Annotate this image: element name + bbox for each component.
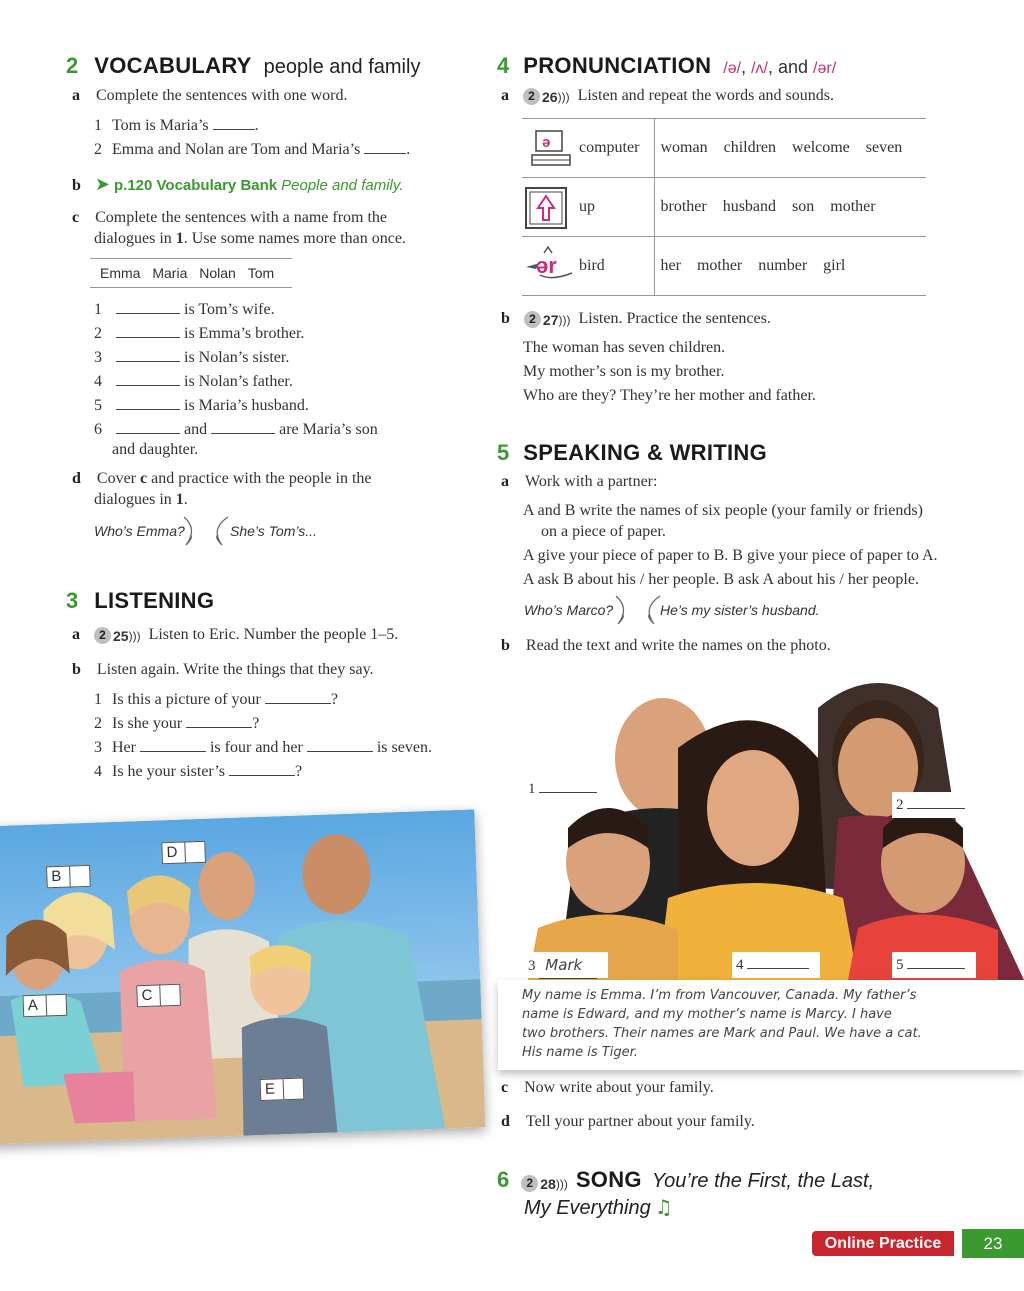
vocab-a-item-1 [94,116,259,135]
item-number: 1 [94,691,102,708]
audio-track: 26 [542,88,558,105]
answer-blank[interactable] [211,420,275,434]
practice-word: husband [722,198,777,215]
item-letter: a [72,87,80,104]
note-line: name is Edward, and my mother’s name is Marcy. I have [522,1007,892,1022]
word-cell [654,237,926,296]
note-line: His name is Tiger. [522,1045,638,1060]
listening-a [72,626,398,644]
item-text: is Maria’s husband. [184,397,309,414]
answer-box[interactable] [69,866,90,887]
section-number: 4 [497,53,510,78]
online-practice-button[interactable]: Online Practice [812,1231,954,1256]
photo-name-label-3[interactable] [524,952,608,978]
listening-item-1 [94,690,338,709]
item-text: and [184,421,208,438]
vocab-c-item [94,324,304,343]
family-cutout-photo [498,668,1024,980]
page-number: 23 [962,1229,1024,1258]
section-title: VOCABULARY [94,53,252,78]
vocab-c-item-6 [94,420,378,439]
section-title: PRONUNCIATION [523,53,712,78]
speaking-c [501,1079,714,1097]
sound-key-cell [522,237,654,296]
item-text: is four and her [209,739,303,756]
svg-text:ər: ər [536,253,557,278]
practice-word: brother [660,198,707,215]
sound-key-cell [522,119,654,178]
speaking-a [501,473,657,491]
song-name: My Everything [524,1197,651,1219]
answer-blank[interactable] [116,348,180,362]
key-word: bird [579,257,605,274]
speaking-heading [497,440,767,466]
word-cell [654,119,926,178]
answer-blank[interactable] [186,714,252,728]
item-number: 5 [94,397,102,414]
item-text: Is he your sister’s [112,763,226,780]
emma-note [498,980,1024,1070]
item-letter: a [501,87,509,104]
key-word: up [579,198,595,215]
item-number: 4 [94,373,102,390]
answer-blank[interactable] [229,762,295,776]
practice-word: girl [823,257,846,274]
example-answer: Mark [539,952,597,979]
instruction-bold: 1 [175,491,184,508]
item-text: Her [112,739,136,756]
vocab-heading [66,53,420,79]
item-text: are Maria’s son [279,421,378,438]
item-letter: c [501,1079,509,1096]
listening-heading [66,588,214,614]
audio-track-button[interactable] [94,627,141,644]
separator: , [741,57,752,77]
beach-family-photo [0,809,485,1144]
sound-key-word [579,198,595,216]
practice-word: seven [865,139,903,156]
photo-name-label-5[interactable] [892,952,976,978]
instruction: Listen to Eric. Number the people 1–5. [148,626,399,643]
answer-blank[interactable] [116,300,180,314]
practice-sentence: Who are they? They’re her mother and father. [523,387,816,404]
word-cell [654,178,926,237]
item-text: . [254,117,259,134]
item-number: 4 [94,763,102,780]
instruction: dialogues in [94,230,176,247]
vocab-c-item [94,348,289,367]
item-letter: c [72,209,80,226]
photo-label-b[interactable] [46,865,91,889]
practice-word: welcome [792,139,850,156]
answer-blank[interactable] [116,324,180,338]
arrow-right-icon: ➤ [94,174,110,194]
instruction: Now write about your family. [524,1079,714,1096]
practice-word: children [723,139,777,156]
listening-item-2 [94,714,259,733]
vocab-c-item [94,396,309,415]
names-list [100,265,274,281]
sound-waves-icon: ))) [558,312,571,327]
item-letter: b [72,177,81,194]
section-title: LISTENING [94,588,215,613]
vocab-b [72,174,403,195]
vocab-d [72,470,371,488]
sound-key-word [579,257,605,275]
item-text: Is she your [112,715,183,732]
instruction: Complete the sentences with a name from the [95,209,388,226]
song-name: You’re the First, the Last, [651,1170,875,1192]
section-title: SONG [575,1167,642,1192]
photo-label-d[interactable] [161,841,206,865]
speech-bubble: He’s my sister’s husband. [660,602,820,618]
item-text: is Nolan’s father. [184,373,293,390]
sound-waves-icon: ))) [555,1176,568,1191]
item-text: ? [295,763,303,780]
answer-blank[interactable] [907,795,965,809]
instruction: and practice with the people in the [147,470,372,487]
vocab-c-instr-2 [94,230,406,248]
pron-heading [497,53,836,79]
svg-text:ə: ə [542,134,551,151]
sound-key-cell [522,178,654,237]
speaking-d [501,1113,755,1131]
photo-number: 3 [528,958,536,974]
item-number: 2 [94,715,102,732]
answer-blank[interactable] [539,779,597,793]
practice-word: woman [660,139,708,156]
section-number: 2 [66,53,79,78]
sound-symbol: /ər/ [813,60,837,77]
item-number: 3 [94,739,102,756]
instruction: Listen and repeat the words and sounds. [577,87,834,104]
photo-label-letter: A [27,996,39,1015]
instruction: Read the text and write the names on the photo. [525,637,831,654]
sound-symbol: /ə/ [723,60,742,77]
name-option: Tom [247,265,275,281]
section-number: 3 [66,588,79,613]
sound-waves-icon: ))) [557,89,570,104]
table-row [522,237,926,296]
item-text: . [406,141,411,158]
listening-b [72,661,374,679]
answer-box[interactable] [184,842,205,863]
song-name-line-2 [524,1195,673,1220]
name-option: Nolan [199,265,236,281]
bird-icon [522,245,578,285]
audio-disc: 2 [94,627,111,644]
sound-symbol: /ʌ/ [751,60,768,77]
item-number: 3 [94,349,102,366]
instruction: Listen. Practice the sentences. [578,310,771,327]
practice-word: son [792,198,815,215]
answer-blank[interactable] [213,116,255,130]
beach-family-image [0,809,485,1144]
photo-label-c[interactable] [136,984,181,1008]
listening-item-3 [94,738,432,757]
answer-blank[interactable] [116,372,180,386]
item-number: 1 [94,301,102,318]
vocab-a-item-2 [94,140,410,159]
pron-a [501,87,834,105]
photo-label-letter: C [141,986,153,1005]
instruction: . [183,491,188,508]
sound-key-word [579,139,639,157]
instruction: . Use some names more than once. [183,230,406,247]
pronunciation-table [522,118,926,296]
instruction: dialogues in [94,491,176,508]
item-letter: b [72,661,81,678]
item-text: and daughter. [112,441,199,458]
section-number: 6 [497,1167,510,1192]
item-letter: a [72,626,80,643]
answer-blank[interactable] [307,738,373,752]
photo-name-label-2[interactable] [892,792,976,818]
instruction: Complete the sentences with one word. [96,87,348,104]
item-text: ? [330,691,338,708]
photo-label-a[interactable] [23,994,68,1018]
item-text: is seven. [376,739,432,756]
instruction-step: A ask B about his / her people. B ask A about his / her people. [523,571,919,588]
practice-word: number [758,257,808,274]
practice-sentence: The woman has seven children. [523,339,726,356]
instruction-step: A give your piece of paper to B. B give your piece of paper to A. [523,547,938,564]
speech-bubble-tails-icon [612,594,664,630]
computer-icon [528,127,578,171]
separator: , and [768,57,814,77]
audio-disc: 2 [521,1175,538,1192]
item-text: Emma and Nolan are Tom and Maria’s [112,141,361,158]
answer-box[interactable] [159,985,180,1006]
listening-item-4 [94,762,302,781]
audio-disc: 2 [523,88,540,105]
photo-number: 2 [896,797,904,813]
table-row [522,119,926,178]
instruction-step: A and B write the names of six people (your family or friends) [523,502,923,519]
answer-blank[interactable] [907,955,965,969]
item-text: Tom is Maria’s [112,117,209,134]
vocab-c [72,209,387,227]
audio-disc: 2 [524,311,541,328]
answer-blank[interactable] [265,690,331,704]
item-text: is Nolan’s sister. [184,349,290,366]
note-line: two brothers. Their names are Mark and Paul. We have a cat. [522,1026,922,1041]
instruction-bold: c [140,470,148,487]
photo-label-e[interactable] [260,1077,305,1101]
instruction-step: on a piece of paper. [541,523,666,540]
note-line: My name is Emma. I’m from Vancouver, Canada. My father’s [522,988,917,1003]
photo-label-letter: E [264,1080,276,1098]
item-letter: d [501,1113,510,1130]
answer-blank[interactable] [116,396,180,410]
photo-number: 5 [896,957,904,973]
photo-name-label-4[interactable] [732,952,820,978]
instruction-bold: 1 [175,230,184,247]
key-word: computer [579,139,640,156]
photo-label-letter: B [51,867,62,886]
speech-bubble-tails-icon [180,515,232,551]
answer-blank[interactable] [116,420,180,434]
practice-word: her [660,257,681,274]
item-letter: b [501,637,510,654]
audio-track-button[interactable] [521,1175,568,1192]
vocab-a [72,87,348,105]
vocab-c-item [94,372,293,391]
item-number: 1 [94,117,102,134]
photo-number: 1 [528,781,536,797]
audio-track-button[interactable] [524,311,571,328]
name-option: Maria [152,265,188,281]
answer-box[interactable] [283,1079,304,1100]
answer-blank[interactable] [140,738,206,752]
photo-number: 4 [736,957,744,973]
item-text: Is this a picture of your [112,691,261,708]
vocab-bank-link[interactable]: p.120 Vocabulary Bank [114,177,278,194]
speech-bubble: Who’s Marco? [524,602,614,618]
item-text: is Tom’s wife. [184,301,275,318]
photo-label-letter: D [166,843,178,862]
audio-track: 25 [113,627,129,644]
song-heading [497,1167,874,1193]
sound-waves-icon: ))) [128,628,141,643]
item-text: ? [252,715,260,732]
audio-track: 27 [542,311,559,328]
instruction: Tell your partner about your family. [525,1113,755,1130]
section-subtitle: people and family [263,56,421,78]
table-row [522,178,926,237]
instruction: Cover [96,470,141,487]
vocab-c-item [94,300,275,319]
item-number: 2 [94,141,102,158]
practice-word: mother [830,198,876,215]
item-letter: a [501,473,509,490]
answer-blank[interactable] [364,140,406,154]
practice-sentence: My mother’s son is my brother. [523,363,725,380]
item-letter: b [501,310,510,327]
audio-track: 28 [540,1175,556,1192]
item-number: 6 [94,421,102,438]
item-letter: d [72,470,81,487]
vocab-d-instr-2 [94,491,188,509]
answer-box[interactable] [46,995,67,1016]
item-number: 2 [94,325,102,342]
section-title: SPEAKING & WRITING [523,440,767,465]
up-arrow-icon [524,186,568,230]
pron-b [501,310,771,328]
speaking-b [501,637,831,655]
item-text: is Emma’s brother. [184,325,305,342]
name-option: Emma [100,265,141,281]
section-number: 5 [497,440,510,465]
photo-name-label-1[interactable] [524,776,608,802]
practice-word: mother [696,257,743,274]
instruction: Work with a partner: [525,473,658,490]
speech-bubble: She’s Tom’s... [230,523,317,539]
instruction: Listen again. Write the things that they say. [96,661,374,678]
music-note-icon: ♫ [654,1195,673,1219]
answer-blank[interactable] [747,955,809,969]
vocab-bank-topic: People and family. [281,177,404,194]
speech-bubble: Who’s Emma? [94,523,185,539]
audio-track-button[interactable] [523,88,570,105]
family-cutout-image [498,668,1024,980]
